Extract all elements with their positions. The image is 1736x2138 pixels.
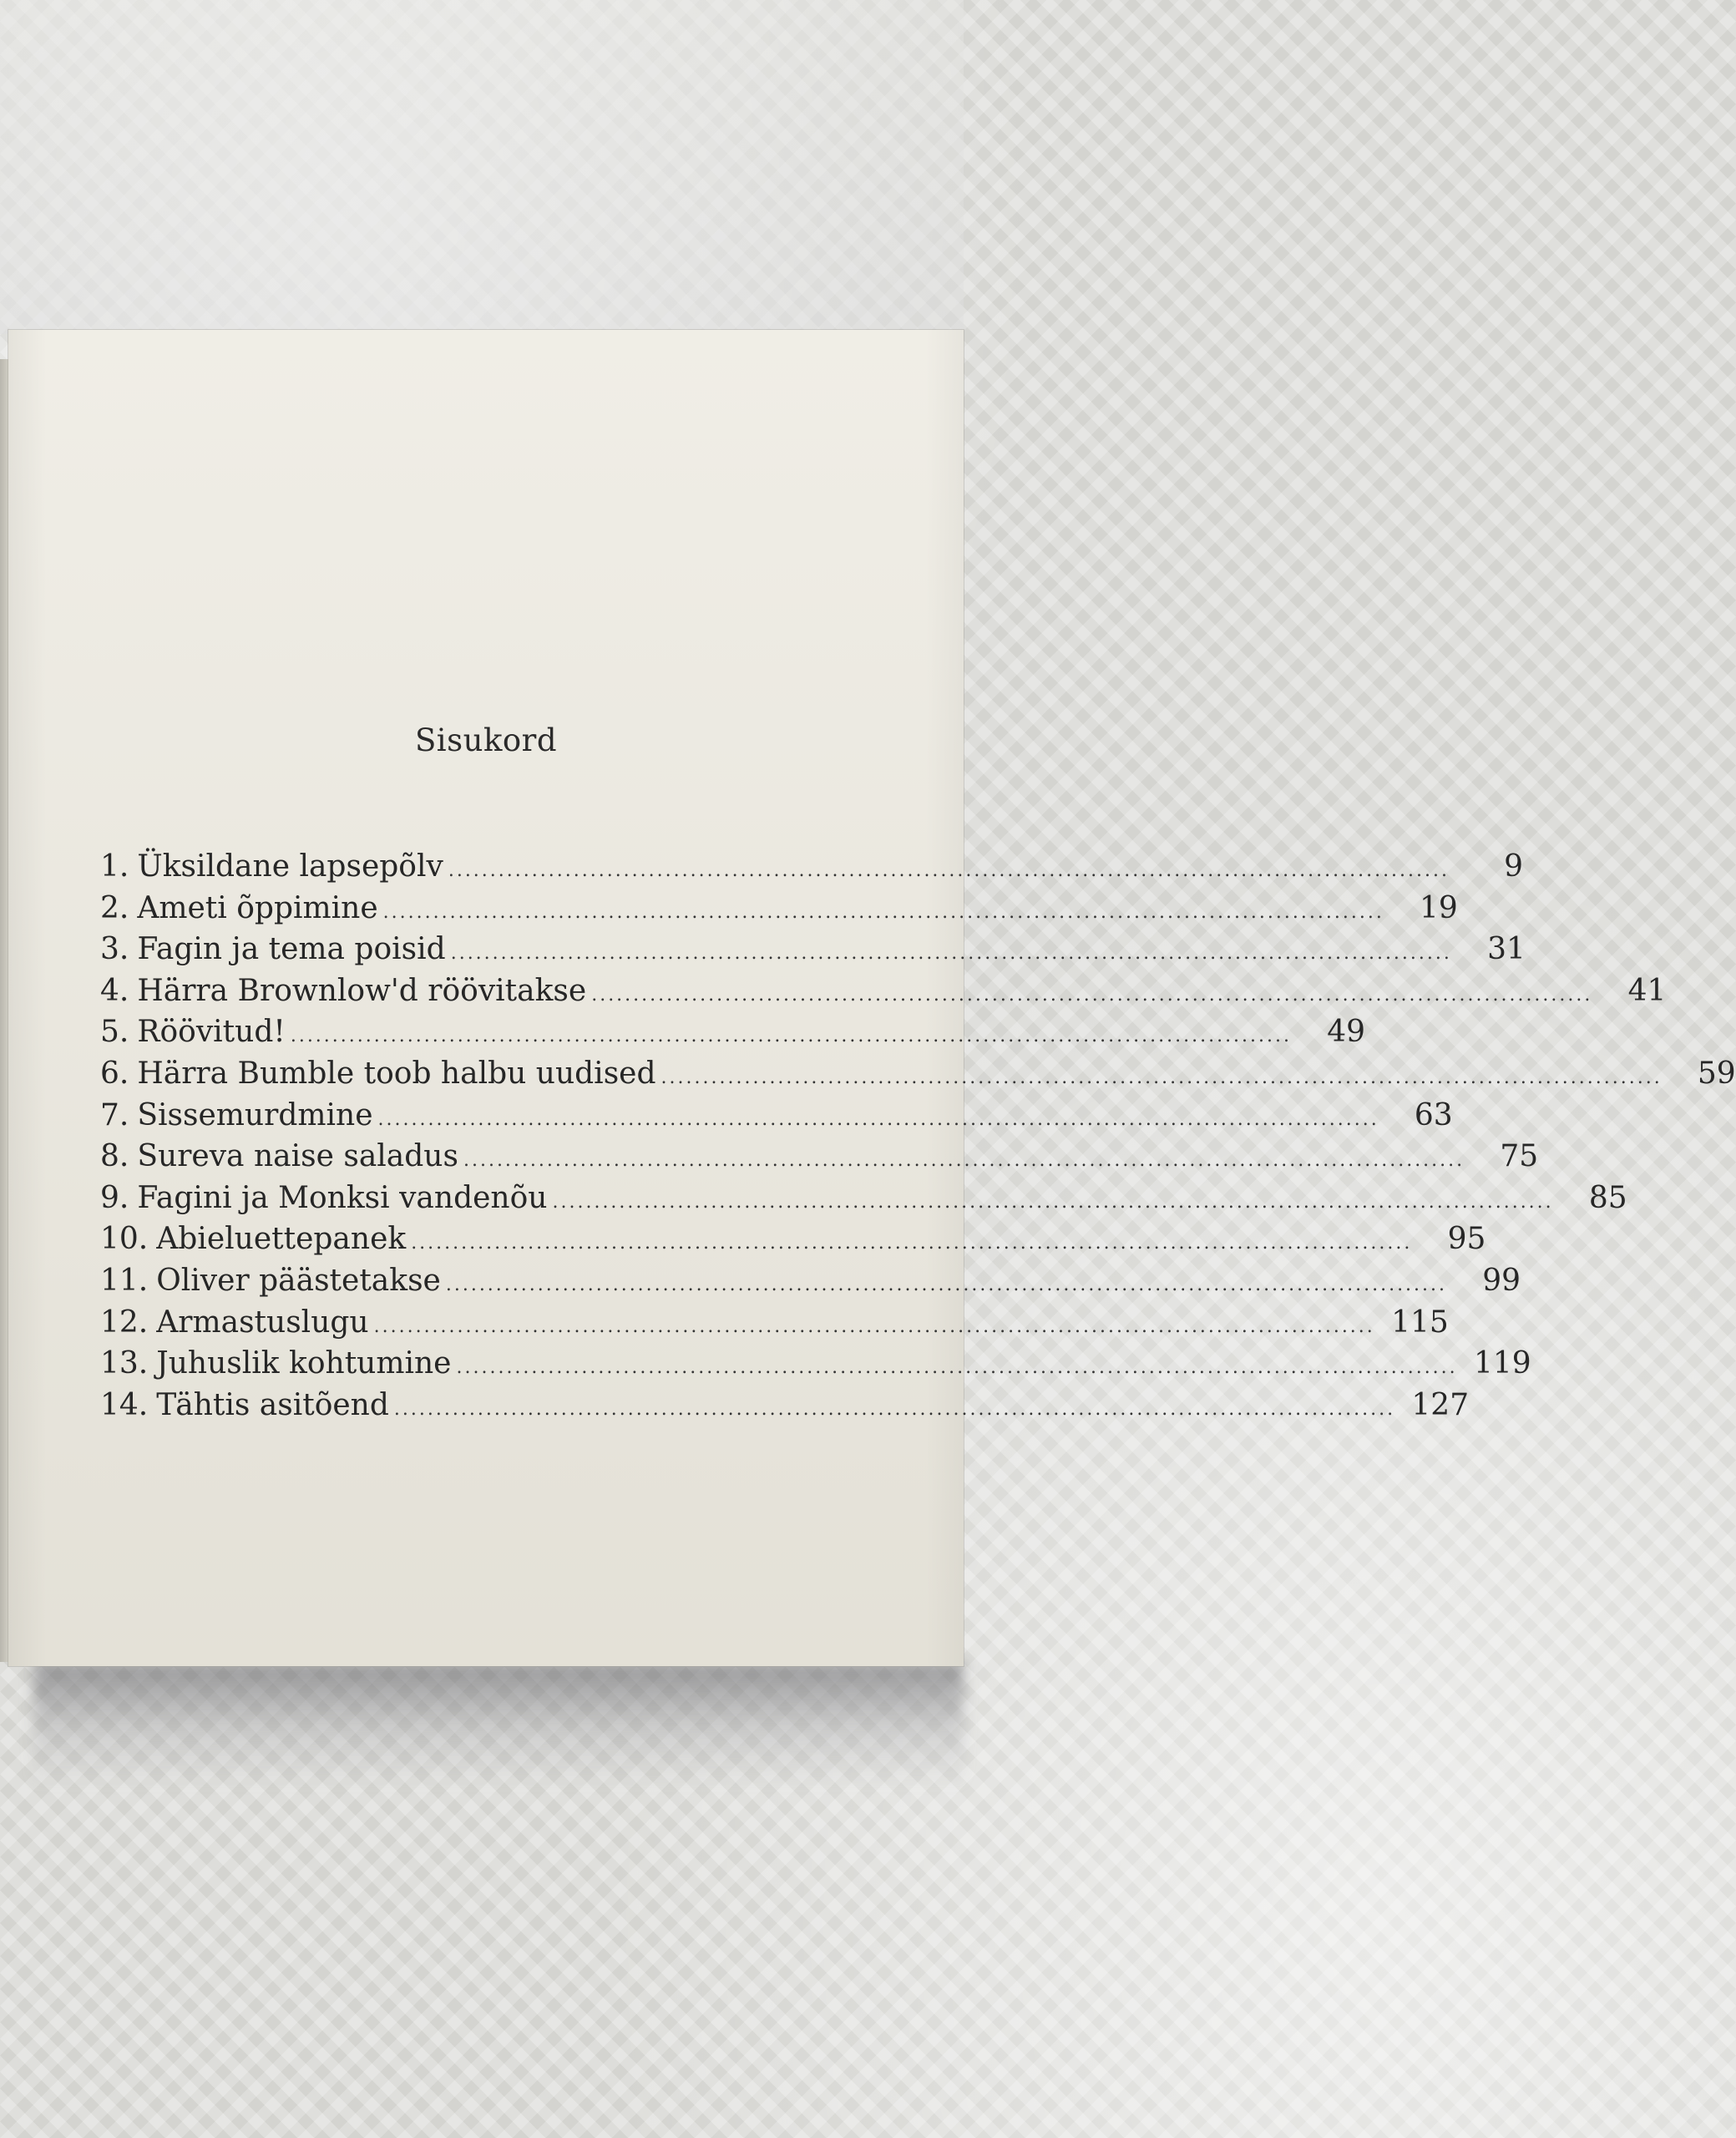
toc-entry-page: 115 [1391, 1305, 1449, 1340]
toc-entry-title: Oliver päästetakse [156, 1263, 441, 1298]
toc-entry-number: 7. [100, 1097, 129, 1132]
toc-entry-number: 11. [100, 1263, 149, 1298]
toc-entry [100, 846, 1524, 888]
toc-entry-page: 41 [1627, 973, 1667, 1008]
toc-entry-title: Sureva naise saladus [137, 1139, 458, 1174]
toc-entry-title: Tähtis asitõend [156, 1387, 389, 1422]
toc-entry [100, 1260, 1521, 1302]
toc-entry [100, 1385, 1470, 1426]
toc-entry-number: 5. [100, 1015, 129, 1050]
toc-entry-page: 9 [1504, 849, 1524, 884]
toc-entry-title: Röövitud! [137, 1015, 286, 1050]
toc-entry-title: Juhuslik kohtumine [156, 1346, 452, 1381]
toc-entry-title: Fagin ja tema poisid [137, 932, 446, 967]
tablecloth-background [0, 0, 964, 334]
book-shadow [33, 1662, 964, 1787]
toc-entry-page: 75 [1500, 1139, 1539, 1174]
toc-entry-page: 49 [1327, 1015, 1366, 1050]
toc-entry-number: 9. [100, 1180, 129, 1215]
toc-entry [100, 1218, 1486, 1260]
toc-entry-page: 19 [1420, 890, 1458, 925]
toc-entry-number: 13. [100, 1346, 149, 1381]
toc-entry [100, 929, 1526, 970]
toc-entry [100, 1178, 1627, 1219]
toc-entry [100, 888, 1458, 930]
toc-leader-dots: ........................................................................................................................ [448, 860, 1450, 881]
toc-entry-page: 99 [1482, 1263, 1521, 1298]
toc-entry [100, 1053, 1736, 1095]
toc-entry-title: Härra Brownlow'd röövitakse [137, 973, 587, 1008]
toc-leader-dots: ........................................................................................................................ [377, 1108, 1379, 1130]
toc-entry-title: Armastuslugu [156, 1305, 369, 1340]
toc-leader-dots: ........................................................................................................................ [373, 1315, 1375, 1337]
toc-entry-page: 95 [1447, 1222, 1486, 1257]
toc-entry [100, 1136, 1539, 1178]
book-page [8, 330, 1736, 1666]
toc-leader-dots: ........................................................................................................................ [660, 1066, 1663, 1088]
toc-entry-number: 6. [100, 1056, 129, 1091]
toc-leader-dots: ........................................................................................................................ [450, 943, 1452, 965]
toc-entry-title: Sissemurdmine [137, 1097, 373, 1132]
toc-entry [100, 1343, 1531, 1385]
toc-leader-dots: ........................................................................................................................ [382, 901, 1384, 923]
toc-entry-number: 4. [100, 973, 129, 1008]
toc-entry-title: Ameti õppimine [137, 890, 378, 925]
toc-leader-dots: ........................................................................................................................ [552, 1191, 1554, 1213]
page-title: Sisukord [414, 722, 558, 758]
toc-entry-title: Üksildane lapsepõlv [137, 849, 443, 884]
toc-entry-number: 8. [100, 1139, 129, 1174]
toc-leader-dots: ........................................................................................................................ [463, 1150, 1465, 1172]
toc-entry-number: 3. [100, 932, 129, 967]
toc-entry-title: Härra Bumble toob halbu uudised [137, 1056, 656, 1091]
toc-entry [100, 1011, 1366, 1053]
toc-entry-title: Abieluettepanek [156, 1222, 407, 1257]
table-of-contents [100, 846, 1736, 1426]
toc-entry-title: Fagini ja Monksi vandenõu [137, 1180, 548, 1215]
toc-entry-page: 63 [1414, 1097, 1453, 1132]
toc-entry-page: 59 [1697, 1056, 1736, 1091]
toc-entry-page: 31 [1487, 932, 1526, 967]
toc-entry-page: 119 [1473, 1346, 1531, 1381]
toc-leader-dots: ........................................................................................................................ [411, 1233, 1413, 1254]
toc-entry-number: 14. [100, 1387, 149, 1422]
toc-entry [100, 1095, 1453, 1137]
toc-leader-dots: ........................................................................................................................ [591, 984, 1593, 1006]
toc-entry [100, 1302, 1449, 1344]
toc-entry-number: 12. [100, 1305, 149, 1340]
toc-leader-dots: ........................................................................................................................ [445, 1274, 1448, 1295]
toc-entry-number: 10. [100, 1222, 149, 1257]
toc-leader-dots: ........................................................................................................................ [290, 1026, 1293, 1047]
toc-entry-number: 1. [100, 849, 129, 884]
toc-entry-number: 2. [100, 890, 129, 925]
toc-entry-page: 127 [1411, 1387, 1470, 1422]
toc-entry [100, 970, 1667, 1012]
toc-leader-dots: ........................................................................................................................ [393, 1398, 1396, 1420]
toc-entry-page: 85 [1588, 1180, 1627, 1215]
toc-leader-dots: ........................................................................................................................ [456, 1357, 1458, 1379]
